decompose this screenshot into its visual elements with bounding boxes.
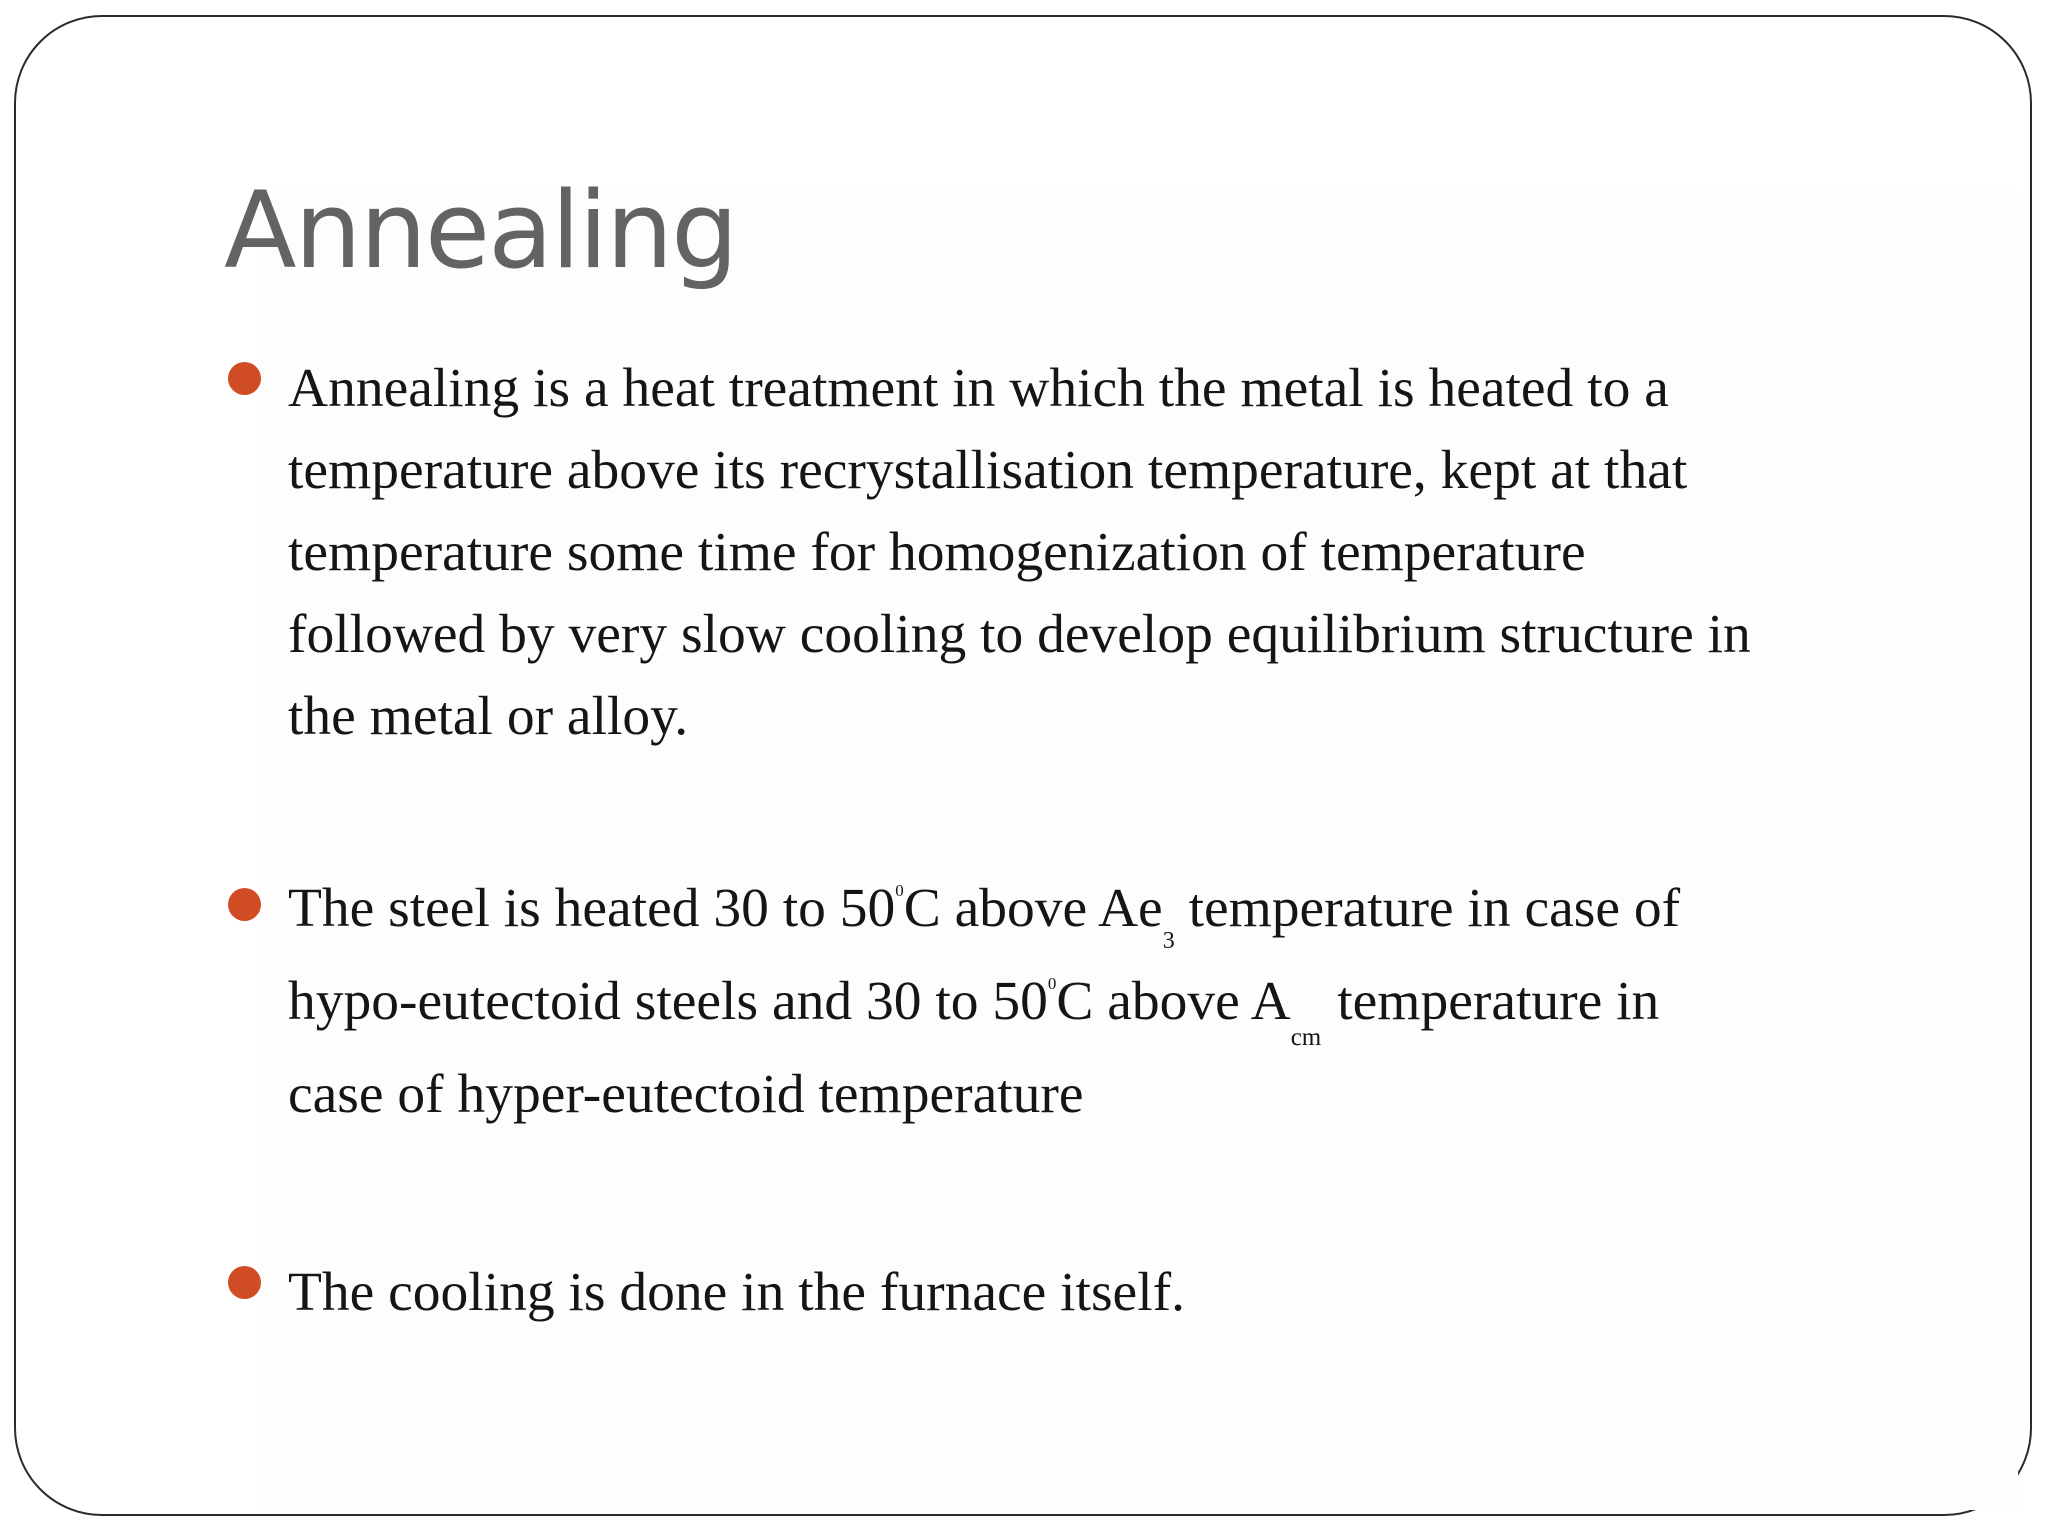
bullet-line: the metal or alloy. xyxy=(288,686,689,747)
bullet-text xyxy=(288,348,1938,758)
bullet-dot-icon xyxy=(228,362,261,395)
text-run: The steel is heated 30 to 50 xyxy=(288,878,896,939)
bullet-dot-icon xyxy=(228,1266,261,1299)
acm-subscript: cm xyxy=(1290,1024,1322,1051)
degree-superscript: 0 xyxy=(1047,974,1057,993)
bullet-line: temperature some time for homogenization of temperature xyxy=(288,522,1586,583)
bullet-text xyxy=(288,1252,1938,1334)
text-run: temperature in xyxy=(1337,971,1660,1032)
text-run: C above Ae xyxy=(903,878,1163,939)
bullet-dot-icon xyxy=(228,888,261,921)
ae3-subscript: 3 xyxy=(1162,928,1175,954)
bullet-line: Annealing is a heat treatment in which the metal is heated to a xyxy=(288,358,1669,419)
text-run: C above A xyxy=(1056,971,1291,1032)
text-run: hypo-eutectoid steels and 30 to 50 xyxy=(288,971,1048,1032)
bullet-line: The cooling is done in the furnace itself. xyxy=(288,1262,1185,1323)
bullet-line xyxy=(288,862,1938,955)
bullet-line: temperature above its recrystallisation temperature, kept at that xyxy=(288,440,1688,501)
bullet-line xyxy=(288,955,1938,1051)
bullet-line: case of hyper-eutectoid temperature xyxy=(288,1064,1084,1125)
bullet-text xyxy=(288,862,1938,1141)
bullet-line: followed by very slow cooling to develop equilibrium structure in xyxy=(288,604,1751,665)
degree-superscript: 0 xyxy=(895,881,904,900)
slide-title: Annealing xyxy=(224,169,737,292)
text-run: temperature in case of xyxy=(1174,878,1681,939)
